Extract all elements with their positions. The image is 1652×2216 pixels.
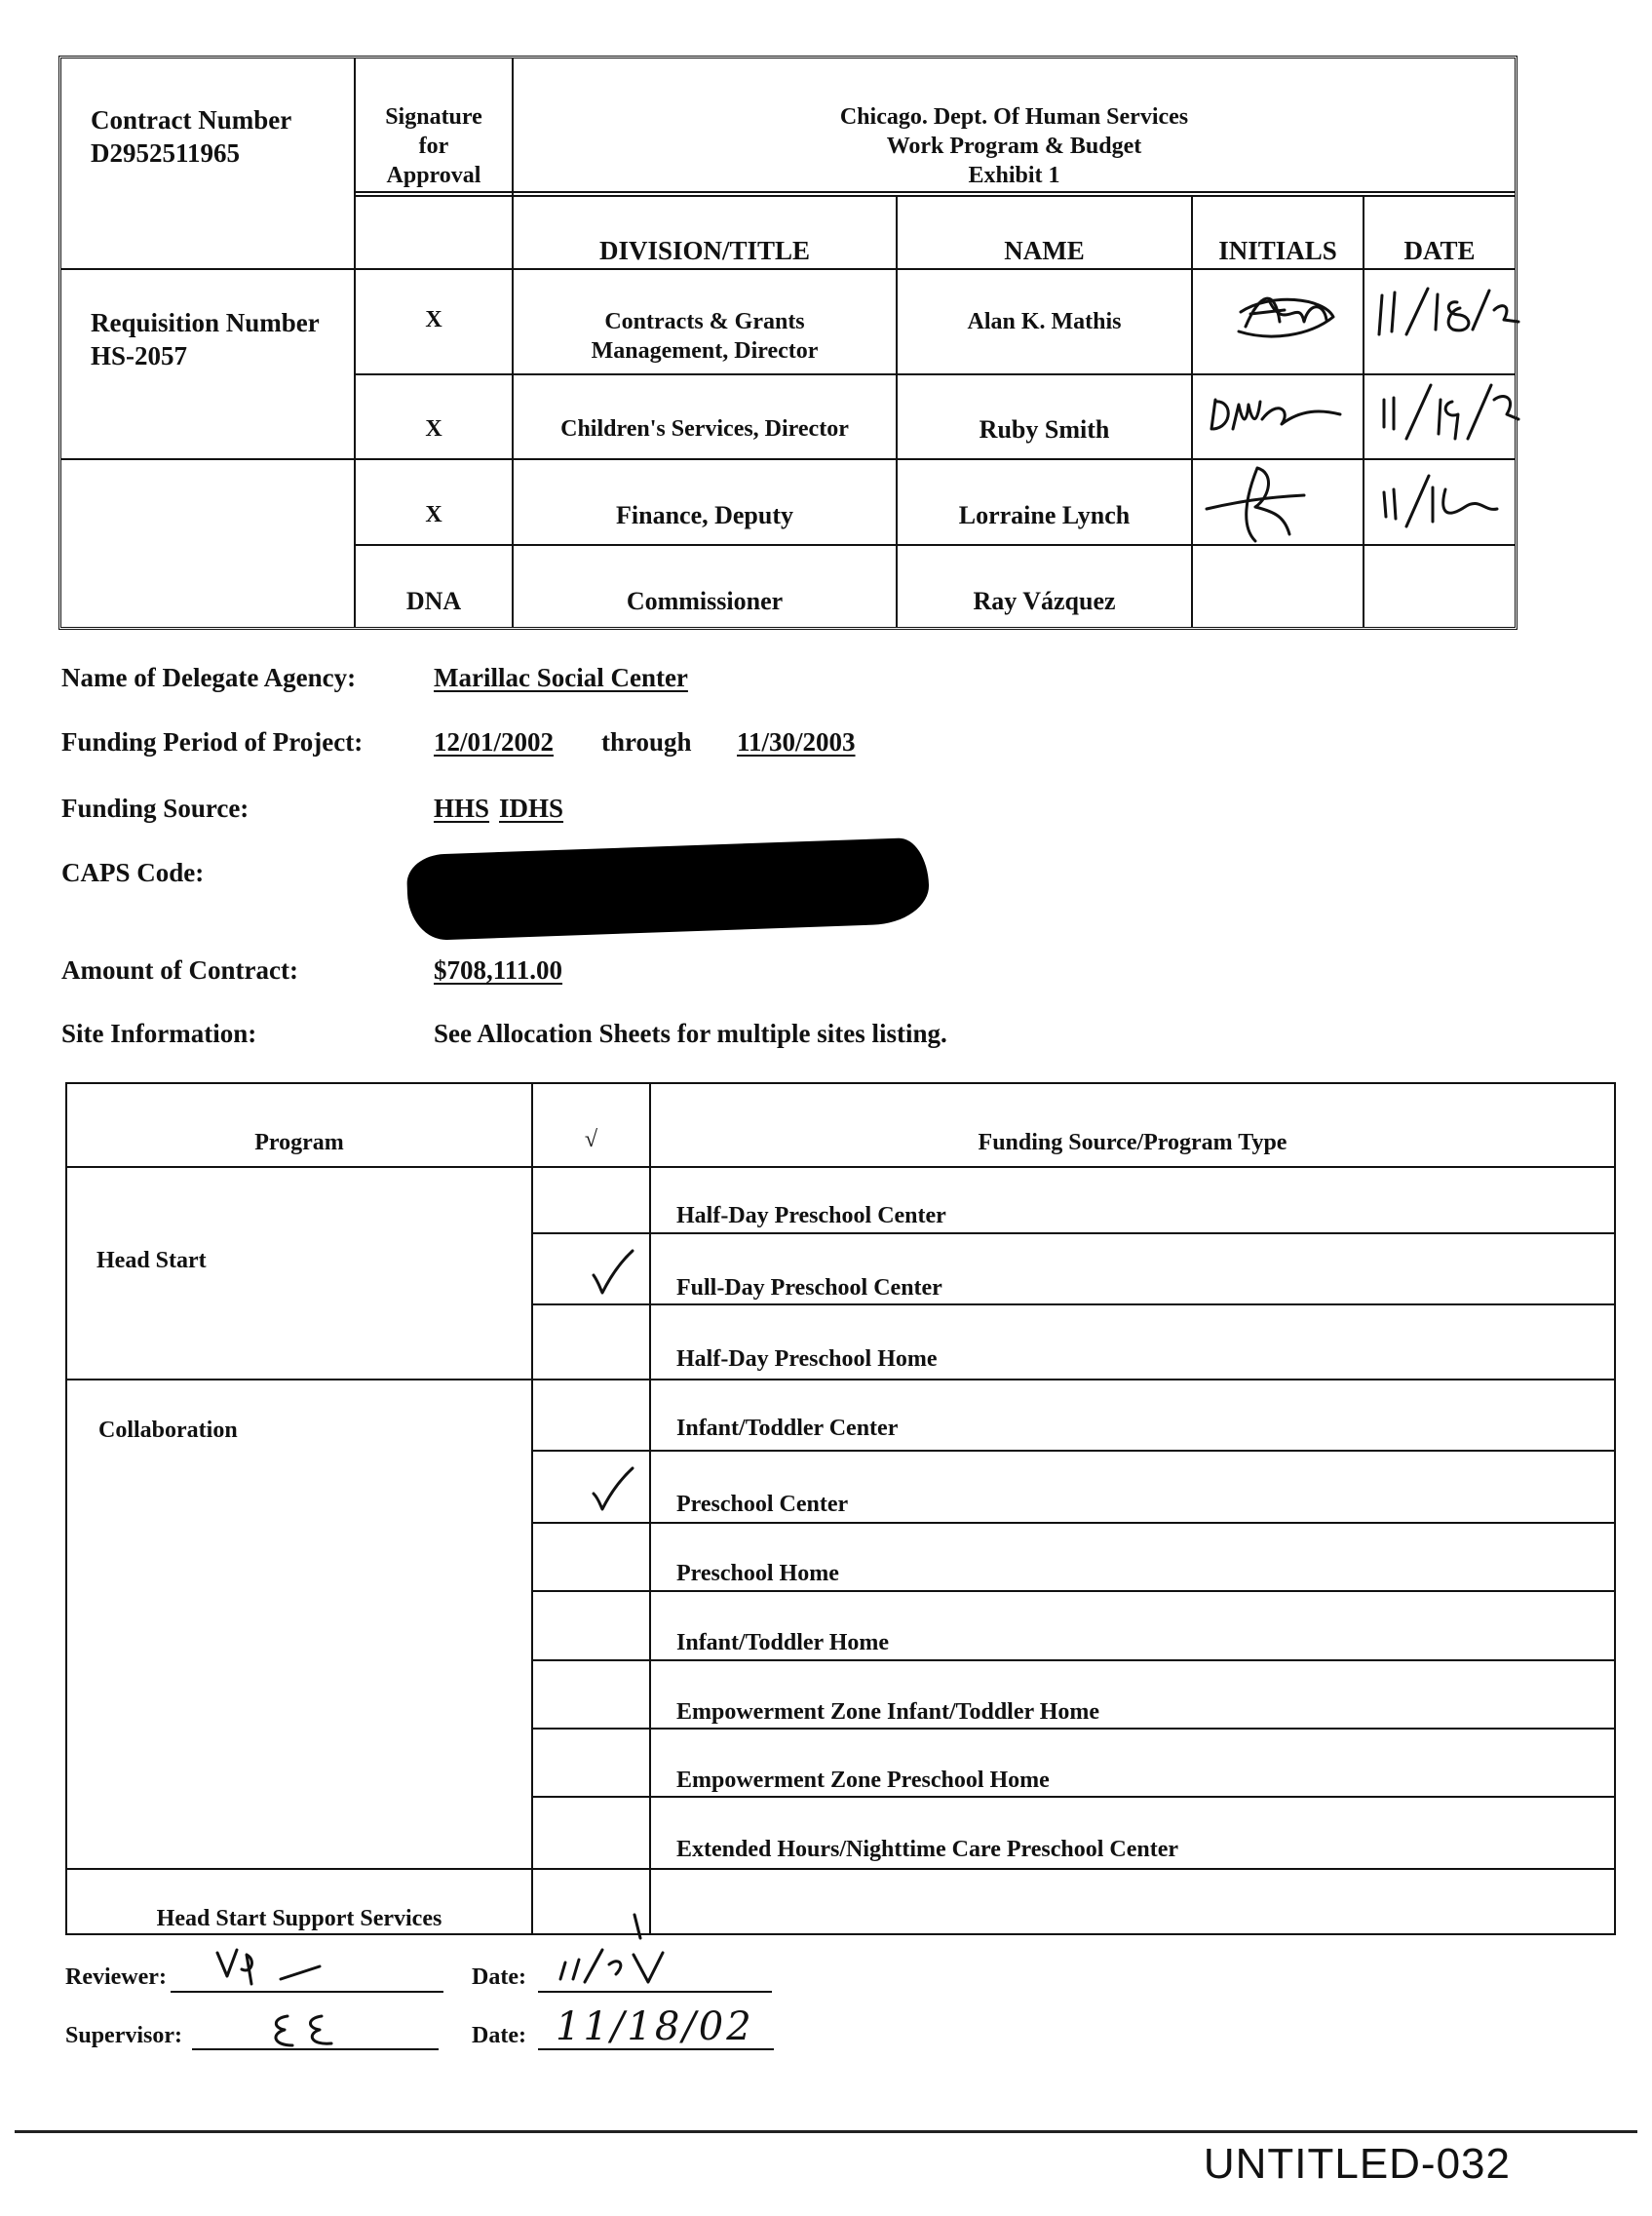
requisition-number-label: Requisition Number <box>91 308 320 337</box>
funding-source-idhs: IDHS <box>499 794 564 823</box>
program-table <box>65 1082 1616 1935</box>
funding-period-through: through <box>601 727 692 757</box>
date-handwritten-3 <box>1372 468 1518 536</box>
stray-pen-mark <box>631 1913 650 1942</box>
supervisor-date-label: Date: <box>472 2023 526 2048</box>
type-preschool-home: Preschool Home <box>676 1561 839 1586</box>
row1-division-line1: Contracts & Grants <box>604 309 805 334</box>
program-collaboration: Collaboration <box>98 1418 238 1443</box>
bottom-rule <box>15 2130 1637 2133</box>
org-subtitle: Work Program & Budget <box>886 134 1142 159</box>
type-ez-preschool-home: Empowerment Zone Preschool Home <box>676 1768 1050 1793</box>
type-half-day-preschool-center: Half-Day Preschool Center <box>676 1203 946 1228</box>
row1-mark: X <box>425 307 442 332</box>
amount-value: $708,111.00 <box>434 955 563 985</box>
row1-name: Alan K. Mathis <box>967 309 1122 334</box>
supervisor-date-handwritten: 11/18/02 <box>556 2004 754 2049</box>
approval-table <box>58 56 1518 630</box>
requisition-number-value: HS-2057 <box>91 341 188 370</box>
reviewer-label: Reviewer: <box>65 1964 167 1990</box>
funding-source-label: Funding Source: <box>61 794 250 823</box>
col-date: DATE <box>1403 236 1476 265</box>
check-mark-full-day-icon <box>589 1248 637 1297</box>
site-info-label: Site Information: <box>61 1019 257 1048</box>
row2-division: Children's Services, Director <box>560 416 849 442</box>
reviewer-date-handwritten <box>556 1945 711 1994</box>
funding-period-end: 11/30/2003 <box>737 727 856 757</box>
signature-label-2: for <box>418 134 449 159</box>
check-mark-preschool-center-icon <box>589 1466 637 1515</box>
supervisor-label: Supervisor: <box>65 2023 182 2048</box>
row4-mark: DNA <box>405 587 462 615</box>
agency-label: Name of Delegate Agency: <box>61 663 357 692</box>
funding-period-start: 12/01/2002 <box>434 727 555 757</box>
funding-source-hhs: HHS <box>434 794 490 823</box>
col-initials: INITIALS <box>1218 236 1337 265</box>
col-division-title: DIVISION/TITLE <box>598 236 811 265</box>
row2-mark: X <box>425 416 442 442</box>
type-extended-hours: Extended Hours/Nighttime Care Preschool Center <box>676 1837 1179 1862</box>
col-check: √ <box>584 1127 598 1152</box>
supervisor-signature <box>263 2008 370 2057</box>
reviewer-signature <box>212 1945 359 1994</box>
initials-signature-2 <box>1204 390 1350 448</box>
program-head-start-support: Head Start Support Services <box>156 1906 442 1931</box>
type-full-day-preschool-center: Full-Day Preschool Center <box>676 1275 942 1301</box>
row4-division: Commissioner <box>626 587 784 615</box>
col-name: NAME <box>1004 236 1085 265</box>
caps-code-label: CAPS Code: <box>61 858 205 887</box>
initials-signature-1 <box>1231 283 1338 351</box>
row1-division-line2: Management, Director <box>591 338 819 364</box>
org-title: Chicago. Dept. Of Human Services <box>839 104 1189 130</box>
contract-number-label: Contract Number <box>91 105 292 135</box>
site-info-value: See Allocation Sheets for multiple sites listing. <box>434 1019 947 1048</box>
row3-name: Lorraine Lynch <box>958 501 1131 529</box>
col-funding-type: Funding Source/Program Type <box>978 1130 1287 1155</box>
amount-label: Amount of Contract: <box>61 955 298 985</box>
type-half-day-preschool-home: Half-Day Preschool Home <box>676 1346 938 1372</box>
caps-code-redaction <box>406 837 931 942</box>
program-head-start: Head Start <box>96 1248 207 1273</box>
signature-label-1: Signature <box>385 104 482 130</box>
col-program: Program <box>254 1130 344 1155</box>
type-infant-toddler-home: Infant/Toddler Home <box>676 1630 890 1655</box>
row2-name: Ruby Smith <box>979 415 1110 444</box>
date-handwritten-1 <box>1367 281 1523 349</box>
contract-number-value: D2952511965 <box>91 138 241 168</box>
signature-label-3: Approval <box>386 163 481 188</box>
agency-value: Marillac Social Center <box>434 663 688 692</box>
row3-division: Finance, Deputy <box>616 501 793 529</box>
row3-mark: X <box>425 502 442 527</box>
reviewer-date-label: Date: <box>472 1964 526 1990</box>
exhibit-label: Exhibit 1 <box>968 163 1060 188</box>
row4-name: Ray Vázquez <box>973 587 1116 615</box>
document-id: UNTITLED-032 <box>1203 2140 1511 2188</box>
date-handwritten-2 <box>1372 380 1523 453</box>
initials-signature-3 <box>1197 458 1324 546</box>
type-infant-toddler-center: Infant/Toddler Center <box>676 1416 899 1441</box>
type-preschool-center: Preschool Center <box>676 1492 849 1517</box>
funding-period-label: Funding Period of Project: <box>61 727 364 757</box>
type-ez-infant-toddler-home: Empowerment Zone Infant/Toddler Home <box>676 1699 1100 1725</box>
